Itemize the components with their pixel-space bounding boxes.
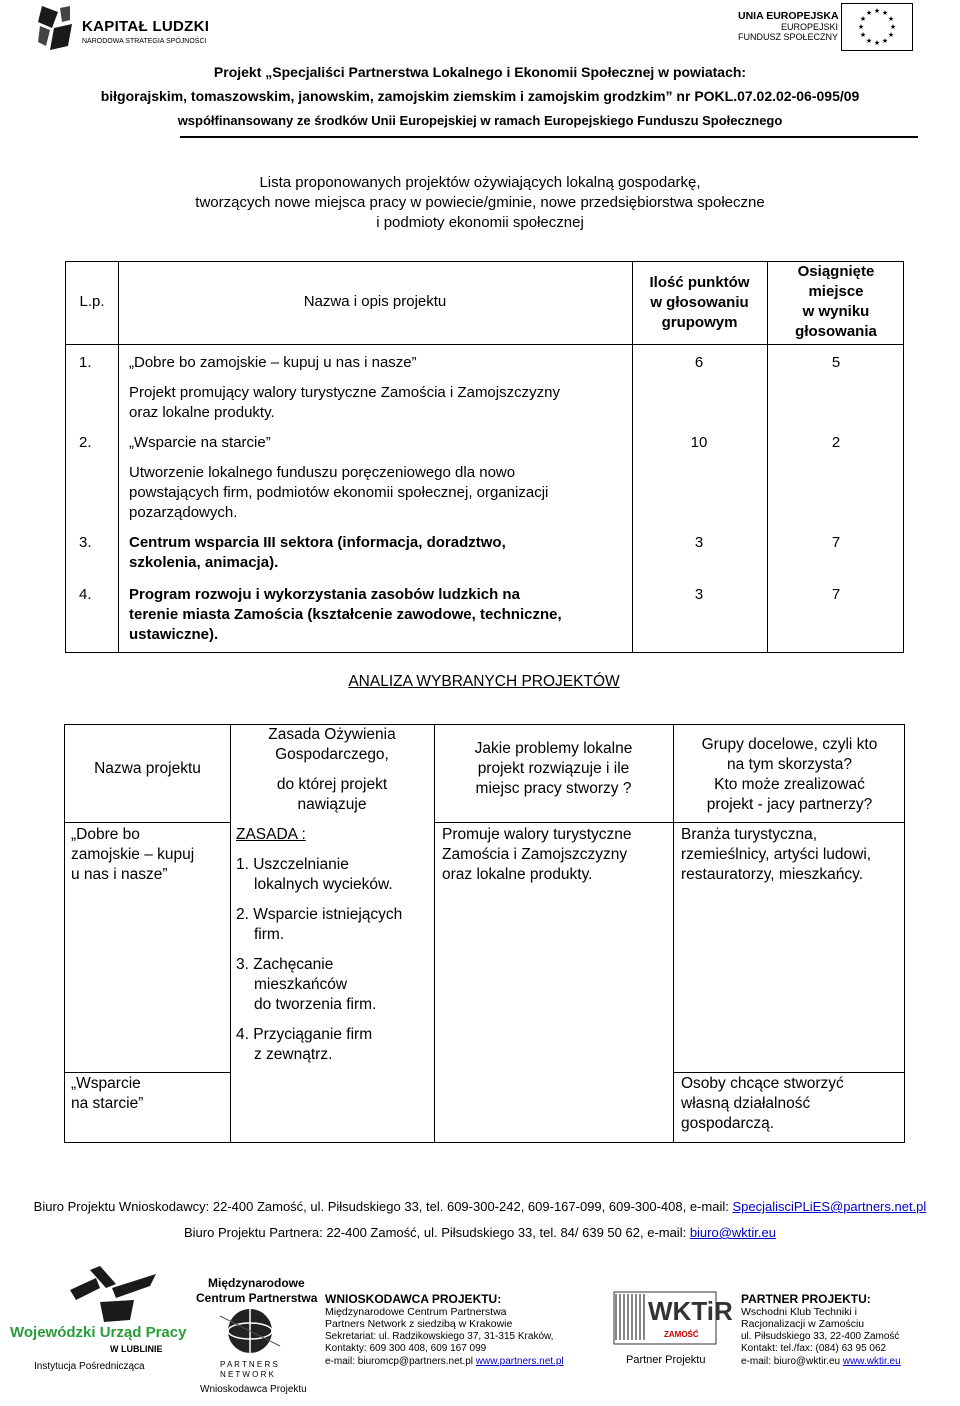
- header-line: Gospodarczego,: [275, 746, 389, 763]
- row-1-description: [129, 383, 560, 423]
- wup-role: Instytucja Pośrednicząca: [34, 1361, 145, 1372]
- document-title: [0, 173, 960, 233]
- row-2-project-name: [71, 1074, 143, 1114]
- table-divider: [434, 822, 904, 823]
- kapital-ludzki-icon: [38, 4, 72, 52]
- svg-text:★: ★: [859, 31, 867, 39]
- mcp-partners: P A R T N E R S: [220, 1360, 278, 1369]
- wktir-city: ZAMOŚĆ: [664, 1330, 699, 1339]
- groups-line: Branża turystyczna,: [681, 826, 818, 843]
- groups-line: rzemieślnicy, artyści ludowi,: [681, 846, 872, 863]
- header-problems: [434, 739, 673, 799]
- name-line: na starcie”: [71, 1095, 144, 1112]
- applicant-contact: [325, 1356, 564, 1369]
- mcp-network: N E T W O R K: [220, 1370, 274, 1379]
- description-line: Utworzenie lokalnego funduszu poręczeniowego dla nowo: [129, 464, 516, 481]
- ue-line-1: UNIA EUROPEJSKA: [738, 10, 839, 22]
- header-line: projekt rozwiązuje i ile: [477, 760, 630, 777]
- footer-applicant-office: [0, 1199, 960, 1214]
- rule-line: lokalnych wycieków.: [254, 876, 393, 893]
- row-1-groups: [681, 825, 871, 885]
- svg-text:★: ★: [873, 39, 881, 47]
- header-line: Zasada Ożywienia: [268, 726, 396, 743]
- title-line-1: Lista proponowanych projektów ożywiających lokalną gospodarkę,: [259, 174, 701, 191]
- name-line: zamojskie – kupuj: [71, 846, 195, 863]
- applicant-line: Kontakty: 609 300 408, 609 167 099: [325, 1343, 487, 1354]
- svg-text:★: ★: [857, 23, 865, 31]
- ue-line-2: EUROPEJSKI: [780, 22, 838, 32]
- row-3-points: 3: [694, 534, 704, 551]
- row-1-project-name: [71, 825, 194, 885]
- row-4-name: [129, 585, 562, 645]
- header-points-line: w głosowaniu: [650, 294, 749, 311]
- ue-logo-text: [738, 10, 838, 42]
- description-line: pozarządowych.: [129, 504, 238, 521]
- problems-line: oraz lokalne produkty.: [442, 866, 593, 883]
- analysis-table: [64, 724, 905, 1143]
- footer-partner-text: Biuro Projektu Partnera: 22-400 Zamość, ul. Piłsudskiego 33, tel. 84/ 639 50 62, e-mail:: [183, 1225, 690, 1240]
- header-points: [632, 273, 767, 333]
- ue-line-3: FUNDUSZ SPOŁECZNY: [738, 32, 839, 42]
- row-2-points: 10: [690, 434, 708, 451]
- header-line: na tym skorzysta?: [727, 756, 852, 773]
- row-1-rules: [236, 825, 402, 1065]
- groups-line: własną działalność: [681, 1095, 811, 1112]
- name-line: Centrum wsparcia III sektora (informacja, doradztwo,: [129, 534, 506, 551]
- row-2-description: [129, 463, 548, 523]
- partner-line: Racjonalizacji w Zamościu: [741, 1318, 865, 1330]
- header-divider: [180, 136, 918, 138]
- applicant-email: e-mail: biuromcp@partners.net.pl: [325, 1355, 476, 1367]
- description-line: powstających firm, podmiotów ekonomii społecznej, organizacji: [129, 484, 549, 501]
- svg-text:★: ★: [865, 9, 873, 17]
- header-groups: [673, 735, 906, 815]
- eu-flag-icon: [841, 3, 913, 51]
- wup-mark-icon: [70, 1266, 160, 1324]
- header-line: nawiązuje: [297, 796, 367, 813]
- applicant-info: [325, 1293, 564, 1368]
- wup-city: W LUBLINIE: [110, 1344, 163, 1354]
- row-1-lp: 1.: [79, 354, 92, 371]
- header-project-name: Nazwa i opis projektu: [303, 293, 447, 310]
- header-place: [767, 262, 905, 342]
- row-3-place: 7: [831, 534, 841, 551]
- header-project-name: Nazwa projektu: [94, 760, 201, 777]
- globe-icon: [218, 1306, 282, 1356]
- row-2-groups: [681, 1074, 844, 1134]
- svg-text:★: ★: [865, 37, 873, 45]
- row-1-points: 6: [694, 354, 704, 371]
- title-line-3: i podmioty ekonomii społecznej: [376, 214, 584, 231]
- problems-line: Zamościa i Zamojszczyzny: [442, 846, 628, 863]
- name-line: szkolenia, animacja).: [129, 554, 279, 571]
- footer-partner-office: [0, 1225, 960, 1240]
- applicant-line: Międzynarodowe Centrum Partnerstwa: [325, 1305, 507, 1318]
- svg-text:★: ★: [859, 15, 867, 23]
- rule-line: mieszkańców: [254, 976, 348, 993]
- header-place-line: głosowania: [795, 323, 877, 340]
- partner-info: [741, 1293, 901, 1368]
- rule-line: 2. Wsparcie istniejących: [236, 906, 403, 923]
- applicant-heading: WNIOSKODAWCA PROJEKTU:: [325, 1292, 502, 1306]
- wup-logo: [10, 1266, 187, 1376]
- groups-line: restauratorzy, mieszkańcy.: [681, 866, 864, 883]
- rule-line: 4. Przyciąganie firm: [236, 1026, 373, 1043]
- row-1-place: 5: [831, 354, 841, 371]
- name-line: „Dobre bo: [71, 826, 140, 843]
- footer-applicant-email-link[interactable]: SpecjalisciPLiES@partners.net.pl: [732, 1199, 927, 1214]
- problems-line: Promuje walory turystyczne: [442, 826, 632, 843]
- row-3-lp: 3.: [79, 534, 92, 551]
- header-line: projekt - jacy partnerzy?: [706, 796, 873, 813]
- project-title-line-3: współfinansowany ze środków Unii Europejskiej w ramach Europejskiego Funduszu Społecznego: [177, 113, 783, 128]
- table-divider: [673, 1072, 904, 1073]
- header-points-line: grupowym: [661, 314, 738, 331]
- svg-text:★: ★: [881, 9, 889, 17]
- partner-heading: PARTNER PROJEKTU:: [741, 1292, 871, 1306]
- rules-label: ZASADA :: [236, 826, 306, 843]
- header-line: miejsc pracy stworzy ?: [475, 780, 632, 797]
- row-2-lp: 2.: [79, 434, 92, 451]
- projects-table: [65, 261, 904, 653]
- analysis-title: ANALIZA WYBRANYCH PROJEKTÓW: [348, 673, 620, 690]
- row-4-place: 7: [831, 586, 841, 603]
- applicant-line: Partners Network z siedzibą w Krakowie: [325, 1318, 513, 1330]
- mcp-logo: [190, 1276, 320, 1398]
- applicant-line: Sekretariat: ul. Radzikowskiego 37, 31-315 Kraków,: [325, 1330, 554, 1342]
- header-rule: [230, 725, 434, 815]
- mcp-role: Wnioskodawca Projektu: [200, 1384, 307, 1395]
- rule-line: 3. Zachęcanie: [236, 956, 334, 973]
- header-place-line: miejsce: [808, 283, 864, 300]
- wktir-role: Partner Projektu: [626, 1354, 706, 1366]
- svg-text:★: ★: [887, 31, 895, 39]
- description-line: Projekt promujący walory turystyczne Zamościa i Zamojszczyzny: [129, 384, 560, 401]
- footer-partner-email-link[interactable]: biuro@wktir.eu: [689, 1225, 776, 1240]
- row-1-problems: [442, 825, 632, 885]
- row-3-name: [129, 533, 506, 573]
- header-place-line: w wyniku: [802, 303, 870, 320]
- row-1-name: „Dobre bo zamojskie – kupuj u nas i nasze”: [129, 354, 417, 371]
- groups-line: gospodarczą.: [681, 1115, 775, 1132]
- name-line: Program rozwoju i wykorzystania zasobów ludzkich na: [129, 586, 520, 603]
- header-line: Grupy docelowe, czyli kto: [701, 736, 878, 753]
- table-divider: [66, 344, 903, 345]
- header-line: do której projekt: [276, 776, 388, 793]
- kapital-ludzki-logo: [38, 4, 238, 52]
- groups-line: Osoby chcące stworzyć: [681, 1075, 844, 1092]
- name-line: ustawiczne).: [129, 626, 219, 643]
- wktir-logo: [612, 1288, 733, 1372]
- project-title-line-2: biłgorajskim, tomaszowskim, janowskim, zamojskim ziemskim i zamojskim grodzkim” nr POKL.07.02.02-06-095/09: [100, 88, 860, 104]
- partner-contact: [741, 1356, 901, 1369]
- row-2-name: „Wsparcie na starcie”: [129, 434, 271, 451]
- rule-line: 1. Uszczelnianie: [236, 856, 349, 873]
- project-title-line-1: Projekt „Specjaliści Partnerstwa Lokalnego i Ekonomii Społecznej w powiatach:: [213, 64, 747, 80]
- wup-title: Wojewódzki Urząd Pracy: [10, 1324, 187, 1341]
- svg-text:★: ★: [873, 7, 881, 15]
- partner-line: Wschodni Klub Techniki i: [741, 1305, 857, 1318]
- header-lp: L.p.: [79, 293, 105, 310]
- partner-website-link[interactable]: www.wktir.eu: [842, 1355, 901, 1367]
- rule-line: do tworzenia firm.: [254, 996, 377, 1013]
- name-line: u nas i nasze”: [71, 866, 168, 883]
- header-place-line: Osiągnięte: [797, 263, 875, 280]
- partner-line: Kontakt: tel./fax: (084) 63 95 062: [741, 1343, 887, 1354]
- row-2-place: 2: [831, 434, 841, 451]
- rule-line: firm.: [254, 926, 285, 943]
- table-divider: [118, 262, 119, 652]
- kapital-ludzki-subtitle: NARODOWA STRATEGIA SPÓJNOŚCI: [82, 38, 207, 45]
- partner-email: e-mail: biuro@wktir.eu: [741, 1355, 843, 1367]
- header-points-line: Ilość punktów: [649, 274, 750, 291]
- row-4-lp: 4.: [79, 586, 92, 603]
- row-4-points: 3: [694, 586, 704, 603]
- svg-text:★: ★: [889, 23, 897, 31]
- svg-text:★: ★: [887, 15, 895, 23]
- footer-applicant-text: Biuro Projektu Wnioskodawcy: 22-400 Zamość, ul. Piłsudskiego 33, tel. 609-300-242, 609-167-099, 609-300-408, e-mail:: [33, 1199, 733, 1214]
- name-line: terenie miasta Zamościa (kształcenie zawodowe, techniczne,: [129, 606, 562, 623]
- wktir-name: WKTiR: [648, 1296, 733, 1326]
- partner-line: ul. Piłsudskiego 33, 22-400 Zamość: [741, 1330, 900, 1342]
- title-line-2: tworzących nowe miejsca pracy w powiecie/gminie, nowe przedsiębiorstwa społeczne: [195, 194, 765, 211]
- table-divider: [65, 1072, 230, 1073]
- header-line: Kto może zrealizować: [714, 776, 865, 793]
- kapital-ludzki-title: KAPITAŁ LUDZKI: [82, 18, 210, 35]
- rule-line: z zewnątrz.: [254, 1046, 333, 1063]
- svg-text:★: ★: [881, 37, 889, 45]
- name-line: „Wsparcie: [71, 1075, 141, 1092]
- applicant-website-link[interactable]: www.partners.net.pl: [475, 1355, 564, 1367]
- description-line: oraz lokalne produkty.: [129, 404, 275, 421]
- header-line: Jakie problemy lokalne: [474, 740, 633, 757]
- table-divider: [65, 822, 230, 823]
- mcp-name-line-1: Międzynarodowe: [208, 1276, 305, 1290]
- mcp-name-line-2: Centrum Partnerstwa: [196, 1291, 318, 1305]
